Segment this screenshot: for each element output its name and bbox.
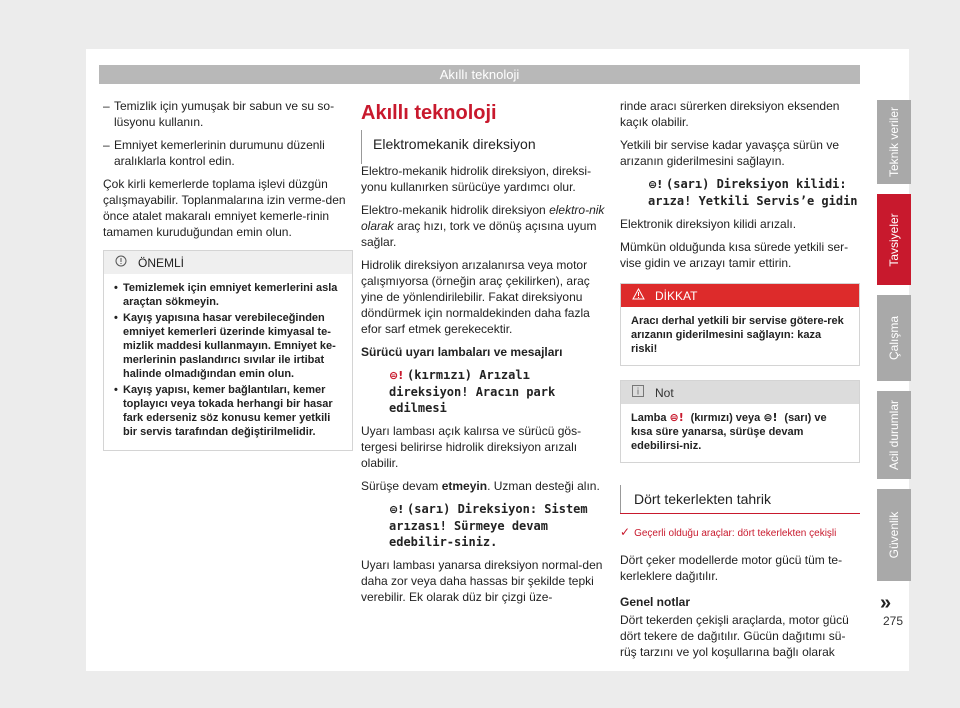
paragraph: Elektronik direksiyon kilidi arızalı. [620, 217, 797, 231]
tab-acil-durumlar[interactable] [877, 391, 911, 479]
list-item-text: Temizlik için yumuşak bir sabun ve su so-lüsyonu kullanın. [114, 99, 335, 129]
tab-label: Çalışma [887, 315, 901, 361]
lamp-message-text: (sarı) Direksiyon: Sistem arızası! Sürmeye devam edebilir-siniz. [389, 502, 588, 549]
tab-label: Acil durumlar [887, 399, 901, 471]
note-title: Not [655, 385, 674, 400]
warning-bullet-text: Kayış yapısına hasar verebileceğinden emniyet kemerleri üzerinde kimyasal te-mizlik maddesi kullanmayın. Emniyet ke-merlerinin paslandırıcı sıvılar ile irtibat halinde olmadığından emin olun. [123, 312, 336, 380]
text-span: (kırmızı) veya [687, 412, 764, 424]
subheading: Genel notlar [620, 595, 691, 609]
column-1 [103, 98, 353, 451]
steering-warning-icon: ⊜! [763, 411, 778, 424]
lamp-message-text: (sarı) Direksiyon kilidi: arıza! Yetkili Servis’e gidin [648, 177, 858, 208]
page-title: Akıllı teknoloji [361, 102, 497, 124]
tab-teknik-veriler[interactable] [877, 100, 911, 184]
text-span: . Uzman desteği alın. [487, 479, 600, 493]
lamp-message [361, 367, 611, 416]
paragraph: Uyarı lambası açık kalırsa ve sürücü gös-tergesi belirirse hidrolik direksiyon arızalı olabilir. [361, 424, 582, 470]
lamp-message [361, 501, 611, 550]
bold-text: etmeyin [441, 479, 488, 493]
steering-lock-icon: ⊜! [648, 178, 663, 191]
circle-exclamation-icon [114, 255, 128, 271]
steering-warning-icon: ⊜! [389, 503, 404, 516]
checkmark-icon: ✓ [620, 525, 631, 539]
paragraph [361, 478, 611, 494]
note-header [621, 381, 859, 404]
paragraph: Dört tekerden çekişli araçlarda, motor gücü dört tekere de dağıtılır. Gücün dağıtımı sü-rüş tarzını ve yol koşullarına bağlı olarak [620, 613, 849, 659]
tab-tavsiyeler[interactable] [877, 194, 911, 285]
tab-calisma[interactable] [877, 295, 911, 381]
warning-header [104, 251, 352, 274]
applicability-line [620, 524, 860, 542]
caution-body: Aracı derhal yetkili bir servise götere-rek arızanın giderilmesini sağlayın: kaza riski! [631, 315, 844, 355]
italic-text: elektro-nik olarak [361, 203, 605, 233]
subheading: Sürücü uyarı lambaları ve mesajları [361, 345, 563, 359]
warning-title: ÖNEMLİ [138, 255, 185, 270]
warning-box [103, 250, 353, 451]
continue-arrow-icon: » [880, 592, 892, 614]
paragraph: rinde aracı sürerken direksiyon eksenden kaçık olabilir. [620, 99, 840, 129]
steering-warning-icon: ⊜! [669, 411, 684, 424]
paragraph: Elektro-mekanik hidrolik direksiyon, direksi-yonu kullanırken sürücüye yardımcı olur. [361, 164, 592, 194]
tab-label: Teknik veriler [887, 106, 901, 178]
tab-label: Güvenlik [887, 511, 901, 559]
paragraph: Yetkili bir servise kadar yavaşça sürün ve arızanın giderilmesini sağlayın. [620, 138, 839, 168]
column-2 [361, 98, 611, 612]
warning-bullet: • Kayış yapısına hasar verebileceğinden emniyet kemerleri üzerinde kimyasal te-mizlik maddesi kullanmayın. Emniyet ke-merlerinin paslandırıcı sıvılar ile irtibat halinde olmadığından emin olun. [114, 312, 336, 380]
warning-triangle-icon [631, 288, 645, 304]
steering-warning-icon: ⊜! [389, 369, 404, 382]
tab-guvenlik[interactable] [877, 489, 911, 581]
page-number: 275 [882, 614, 904, 628]
caution-title: DİKKAT [655, 288, 698, 303]
applicability-text: Geçerli olduğu araçlar: dört tekerlekten çekişli [634, 528, 837, 539]
warning-body [104, 274, 352, 450]
tab-label: Tavsiyeler [887, 212, 901, 267]
note-box [620, 380, 860, 463]
text-span: (sarı) ve kısa süre yanarsa, sürüşe devam edebilirsi-niz. [631, 412, 827, 452]
note-body [621, 404, 859, 462]
warning-bullet-text: Kayış yapısı, kemer bağlantıları, kemer toplayıcı veya tokada herhangi bir hasar fark ederseniz söz konusu kemer yetkili bir servis tarafından değiştirilmelidir. [123, 384, 333, 438]
list-item-text: Emniyet kemerlerinin durumunu düzenli aralıklarla kontrol edin. [114, 138, 325, 168]
text-span: Elektro-mekanik hidrolik direksiyon [361, 203, 550, 217]
info-icon [631, 385, 645, 401]
list-item [103, 137, 353, 169]
text-span: araç hızı, tork ve dönüş açısına uyum sağlar. [361, 219, 597, 249]
list-item [103, 98, 353, 130]
text-span: Sürüşe devam [361, 479, 442, 493]
paragraph: Mümkün olduğunda kısa sürede yetkili ser-vise gidin ve arızayı tamir ettirin. [620, 240, 849, 270]
lamp-message-text: (kırmızı) Arızalı direksiyon! Aracın park edilmesi [389, 368, 556, 415]
caution-box [620, 283, 860, 366]
text-span: Lamba [631, 412, 670, 424]
column-3 [620, 98, 860, 667]
paragraph: Hidrolik direksiyon arızalanırsa veya motor çalışmıyorsa (örneğin araç çekilirken), araç yine de yönlendirilebilir. Fakat direksiyonu döndürmek için normaldekinden daha fazla efor sarf etmek gerekecektir. [361, 258, 590, 336]
section-title: Dört tekerlekten tahrik [620, 485, 860, 514]
paragraph [361, 202, 611, 250]
dash-marker: – [103, 99, 110, 113]
warning-bullet-text: Temizlemek için emniyet kemerlerini asla araçtan sökmeyin. [123, 282, 338, 308]
warning-bullet: • Temizlemek için emniyet kemerlerini asla araçtan sökmeyin. [114, 282, 338, 308]
paragraph: Uyarı lambası yanarsa direksiyon normal-den daha zor veya daha hassas bir şekilde tepki verebilir. Ek olarak düz bir çizgi üze- [361, 558, 603, 604]
warning-bullet: • Kayış yapısı, kemer bağlantıları, kemer toplayıcı veya tokada herhangi bir hasar fark ederseniz söz konusu kemer yetkili bir servis tarafından değiştirilmelidir. [114, 384, 333, 438]
page-header: Akıllı teknoloji [99, 65, 860, 84]
section-subtitle: Elektromekanik direksiyon [361, 136, 611, 152]
lamp-message [620, 176, 860, 209]
paragraph: Çok kirli kemerlerde toplama işlevi düzgün çalışmayabilir. Toplanmalarına izin verme-den önce atalet makaralı emniyet kemerle-rinin tamamen kuruduğundan emin olun. [103, 177, 346, 239]
caution-header [621, 284, 859, 307]
paragraph: Dört çeker modellerde motor gücü tüm te-kerleklere dağıtılır. [620, 553, 843, 583]
dash-marker: – [103, 138, 110, 152]
